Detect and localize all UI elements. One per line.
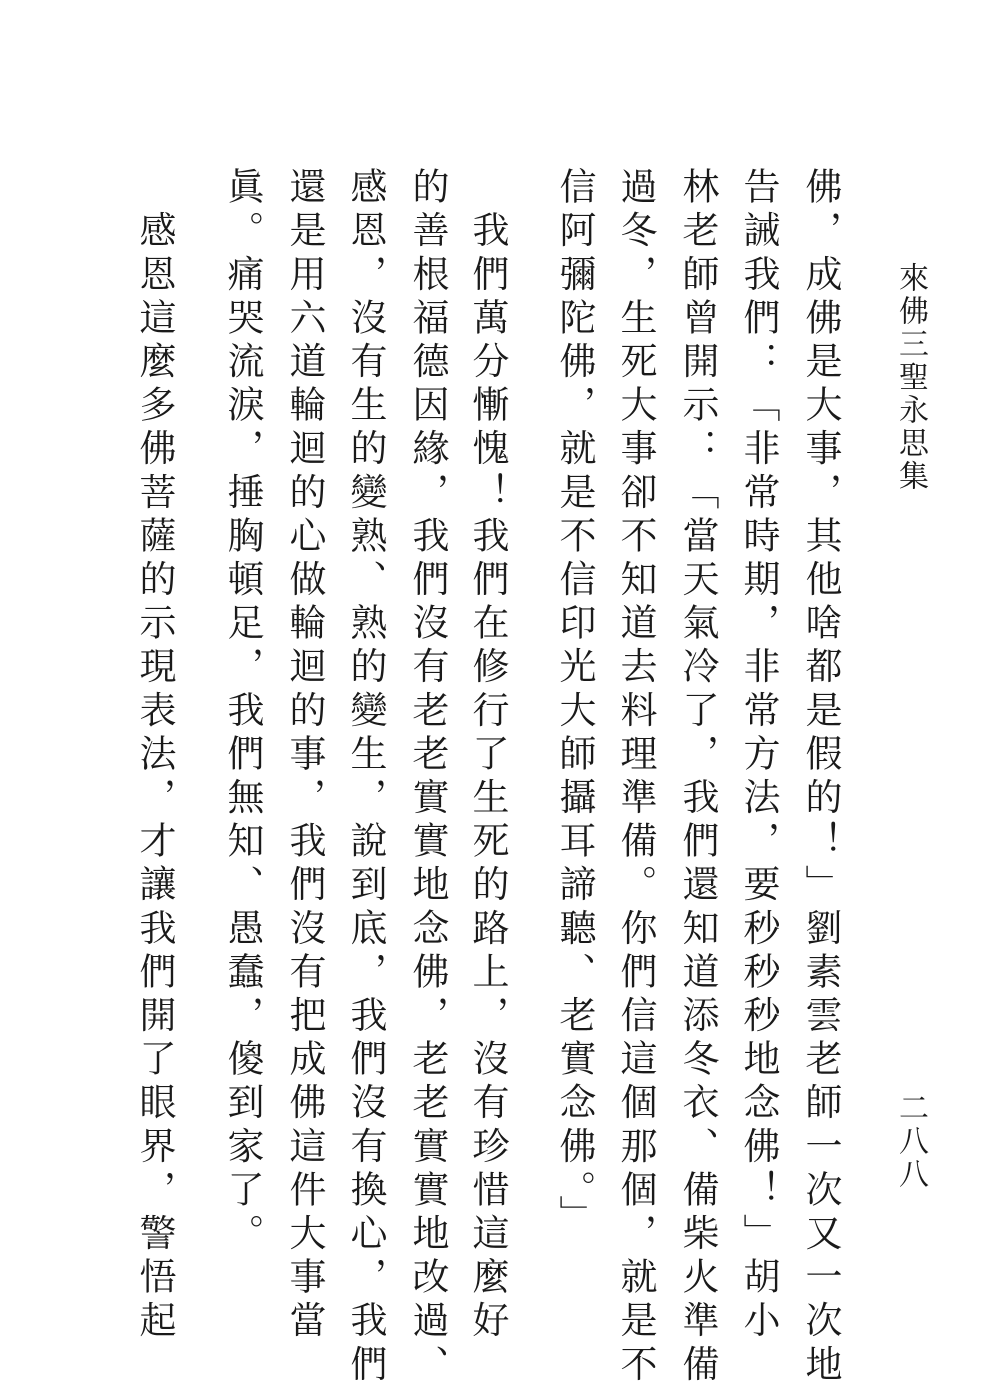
page-number: 二八八 [893,1092,928,1191]
text-column: 還是用六道輪迴的心做輪迴的事，我們沒有把成佛這件大事當 [283,167,326,1345]
text-column: 佛，成佛是大事，其他啥都是假的！」劉素雲老師一次又一次地 [799,167,842,1388]
text-column: 信阿彌陀佛，就是不信印光大師攝耳諦聽、老實念佛。」 [553,167,596,1239]
text-column: 感恩這麼多佛菩薩的示現表法，才讓我們開了眼界，警悟起 [133,167,176,1345]
text-column: 感恩，沒有生的變熟、熟的變生，說到底，我們沒有換心，我們 [344,167,387,1388]
text-column: 的善根福德因緣，我們沒有老老實實地念佛，老老實實地改過、 [406,167,449,1388]
text-column: 告誡我們：「非常時期，非常方法，要秒秒秒地念佛！」胡小 [737,167,780,1345]
text-column: 過冬，生死大事卻不知道去料理準備。你們信這個那個，就是不 [614,167,657,1388]
text-column: 眞。痛哭流淚，捶胸頓足，我們無知、愚蠢，傻到家了。 [221,167,264,1257]
text-column: 我們萬分慚愧！我們在修行了生死的路上，沒有珍惜這麼好 [466,167,509,1345]
book-title: 來佛三聖永思集 [893,262,928,493]
text-column: 林老師曾開示：「當天氣冷了，我們還知道添冬衣、備柴火準備 [676,167,719,1388]
